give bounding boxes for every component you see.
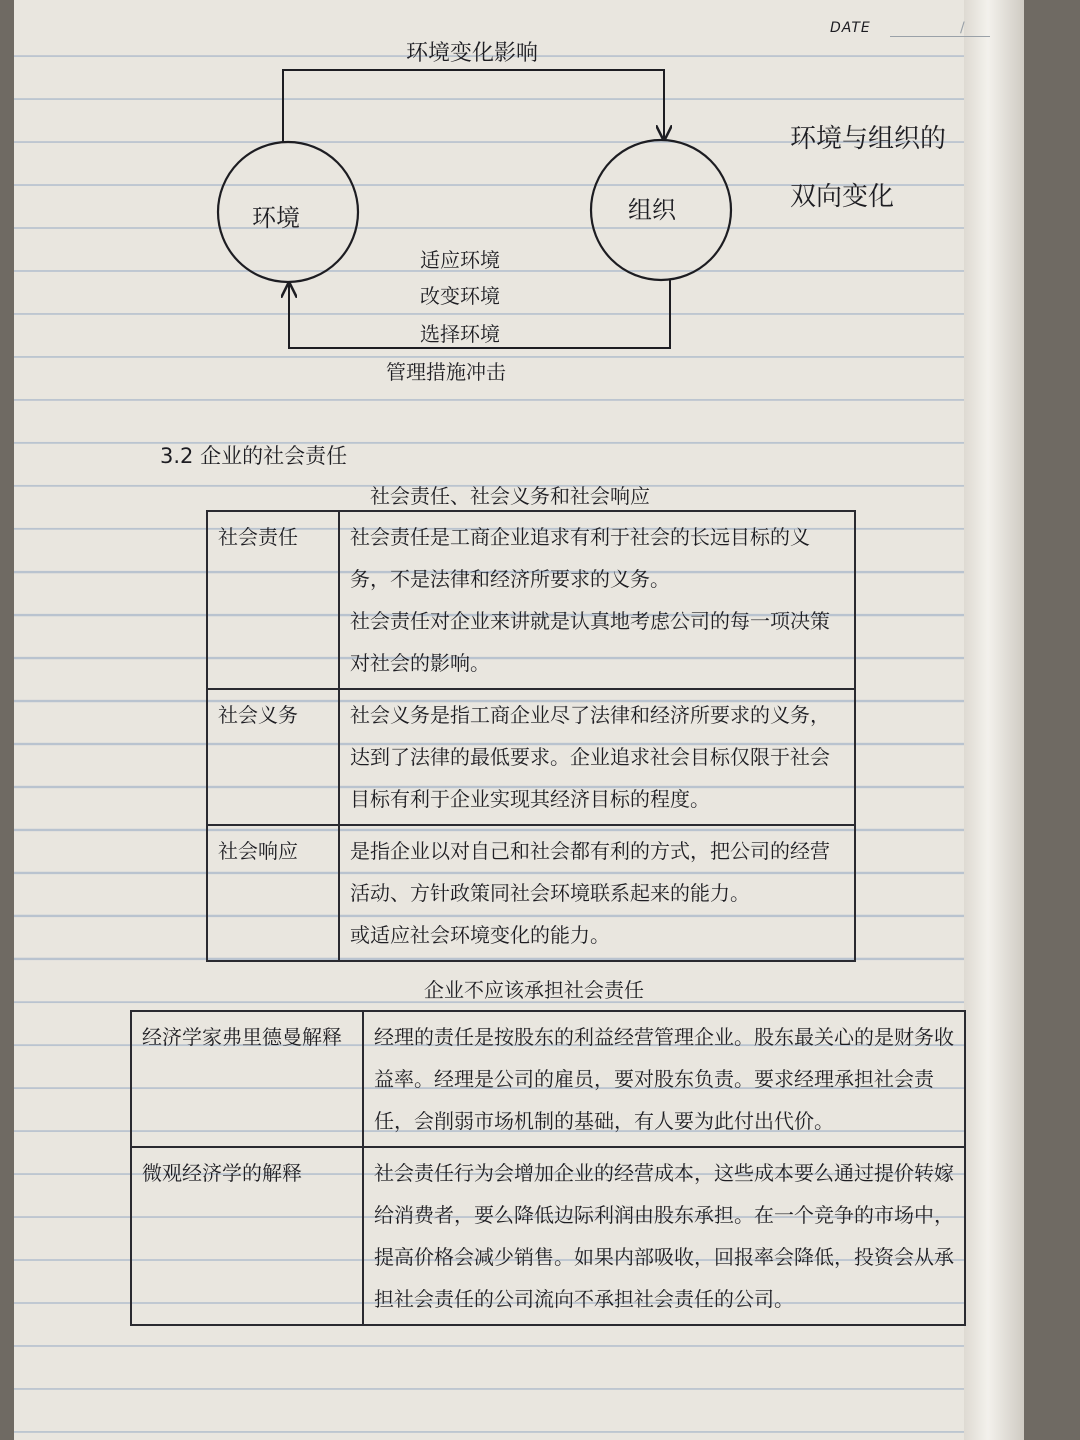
table-row xyxy=(131,1011,965,1147)
definition-paragraph: 社会责任对企业来讲就是认真地考虑公司的每一项决策对社会的影响。 xyxy=(350,609,830,675)
date-suffix: / xyxy=(960,20,965,36)
term-cell: 经济学家弗里德曼解释 xyxy=(131,1011,363,1147)
table-row xyxy=(131,1147,965,1325)
influence-arrow xyxy=(283,70,664,142)
side-note-line2: 双向变化 xyxy=(790,182,895,212)
diagram-bottom-label: 管理措施冲击 xyxy=(386,360,506,384)
definition-paragraph: 或适应社会环境变化的能力。 xyxy=(350,923,610,947)
middle-label-adapt: 适应环境 xyxy=(420,248,500,272)
side-note-line1: 环境与组织的 xyxy=(790,124,947,154)
table-social-responsibility xyxy=(206,510,856,962)
middle-label-change: 改变环境 xyxy=(420,284,500,308)
section-heading: 3.2 企业的社会责任 xyxy=(160,444,348,468)
table-row xyxy=(207,689,855,825)
organization-node-label: 组织 xyxy=(628,196,676,224)
definition-paragraph: 是指企业以对自己和社会都有利的方式，把公司的经营活动、方针政策同社会环境联系起来的能力。 xyxy=(350,839,830,905)
table-row xyxy=(207,825,855,961)
definition-paragraph: 经理的责任是按股东的利益经营管理企业。股东最关心的是财务收益率。经理是公司的雇员，要对股东负责。要求经理承担社会责任，会削弱市场机制的基础，有人要为此付出代价。 xyxy=(374,1025,954,1133)
middle-label-select: 选择环境 xyxy=(420,322,500,346)
date-label: DATE xyxy=(830,20,871,36)
term-cell: 社会响应 xyxy=(207,825,339,961)
notebook-page xyxy=(14,0,1024,1440)
table-against-social-responsibility xyxy=(130,1010,966,1326)
definition-paragraph: 社会义务是指工商企业尽了法律和经济所要求的义务，达到了法律的最低要求。企业追求社会目标仅限于社会目标有利于企业实现其经济目标的程度。 xyxy=(350,703,830,811)
environment-node-label: 环境 xyxy=(252,204,300,232)
definition-cell xyxy=(363,1147,965,1325)
definition-cell xyxy=(339,689,855,825)
term-cell: 社会责任 xyxy=(207,511,339,689)
table2-title: 企业不应该承担社会责任 xyxy=(424,978,644,1002)
term-cell: 社会义务 xyxy=(207,689,339,825)
table1-title: 社会责任、社会义务和社会响应 xyxy=(370,484,650,508)
definition-cell xyxy=(339,825,855,961)
definition-paragraph: 社会责任是工商企业追求有利于社会的长远目标的义务，不是法律和经济所要求的义务。 xyxy=(350,525,810,591)
definition-cell xyxy=(363,1011,965,1147)
definition-cell xyxy=(339,511,855,689)
definition-paragraph: 社会责任行为会增加企业的经营成本，这些成本要么通过提价转嫁给消费者，要么降低边际利润由股东承担。在一个竞争的市场中，提高价格会减少销售。如果内部吸收，回报率会降低，投资会从承担社会责任的公司流向不承担社会责任的公司。 xyxy=(374,1161,954,1311)
table-row xyxy=(207,511,855,689)
term-cell: 微观经济学的解释 xyxy=(131,1147,363,1325)
diagram-top-label: 环境变化影响 xyxy=(406,41,539,66)
